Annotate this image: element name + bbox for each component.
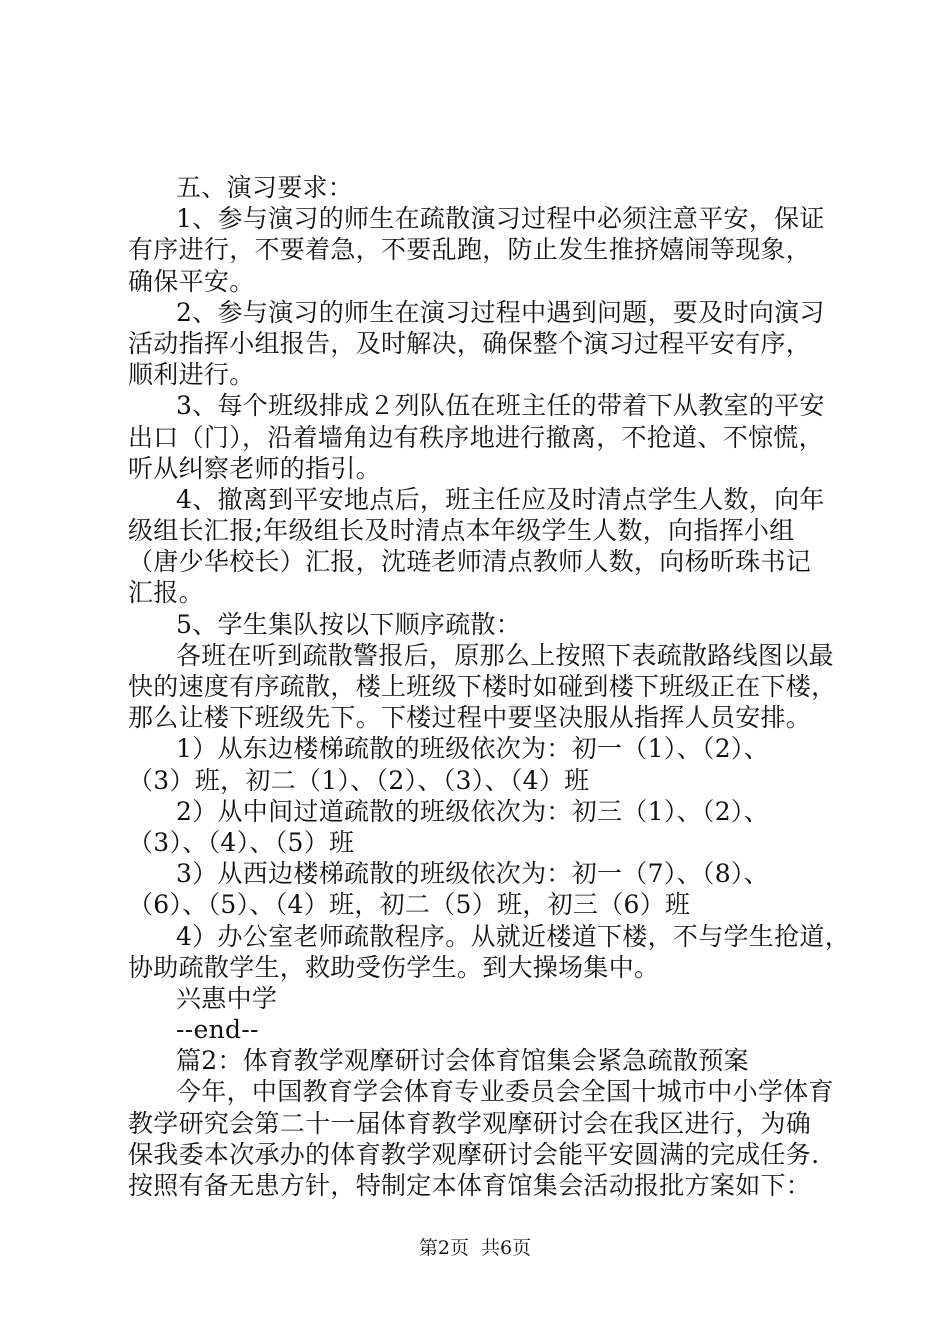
page-number: 第2页 xyxy=(418,1237,469,1259)
text-line: 保我委本次承办的体育教学观摩研讨会能平安圆满的完成任务. xyxy=(128,1139,820,1169)
text-line: 2）从中间过道疏散的班级依次为：初三（1）、（2）、 xyxy=(176,796,770,826)
text-line: 顺利进行。 xyxy=(128,360,255,390)
text-line: （唐少华校长）汇报，沈琏老师清点教师人数，向杨昕珠书记 xyxy=(128,547,812,577)
text-line: 出口（门），沿着墙角边有秩序地进行撤离，不抢道、不惊慌， xyxy=(128,422,824,452)
text-line: 3、每个班级排成２列队伍在班主任的带着下从教室的平安 xyxy=(176,391,825,421)
text-line: 五、演习要求： xyxy=(176,173,354,202)
text-line: 教学研究会第二十一届体育教学观摩研讨会在我区进行，为确 xyxy=(128,1108,812,1138)
text-line: 3）从西边楼梯疏散的班级依次为：初一（7）、（8）、 xyxy=(176,859,770,889)
text-line: 1、参与演习的师生在疏散演习过程中必须注意平安，保证 xyxy=(176,204,825,234)
text-line: --end-- xyxy=(176,1015,259,1045)
text-line: 各班在听到疏散警报后，原那么上按照下表疏散路线图以最 xyxy=(176,640,834,670)
text-line: 快的速度有序疏散，楼上班级下楼时如碰到楼下班级正在下楼， xyxy=(128,672,837,701)
text-line: 协助疏散学生，救助受伤学生。到大操场集中。 xyxy=(128,952,660,982)
text-line: 今年，中国教育学会体育专业委员会全国十城市中小学体育 xyxy=(176,1077,834,1107)
page-footer xyxy=(0,1236,950,1260)
document-body xyxy=(128,172,851,1201)
text-line: 篇2：体育教学观摩研讨会体育馆集会紧急疏散预案 xyxy=(176,1046,749,1076)
text-line: 按照有备无患方针，特制定本体育馆集会活动报批方案如下： xyxy=(128,1171,812,1200)
text-line: 听从纠察老师的指引。 xyxy=(128,453,382,483)
text-line: 级组长汇报;年级组长及时清点本年级学生人数，向指挥小组 xyxy=(128,516,795,546)
text-line: 5、学生集队按以下顺序疏散： xyxy=(176,609,522,639)
text-line: 2、参与演习的师生在演习过程中遇到问题，要及时向演习 xyxy=(176,297,825,327)
text-line: （6）、（5）、（4）班，初二（5）班，初三（6）班 xyxy=(128,890,691,920)
text-line: 有序进行，不要着急，不要乱跑，防止发生推挤嬉闹等现象， xyxy=(128,235,812,265)
text-line: （3）、（4）、（5）班 xyxy=(128,827,355,857)
text-line: （3）班，初二（1）、（2）、（3）、（4）班 xyxy=(128,765,590,795)
text-line: 活动指挥小组报告，及时解决，确保整个演习过程平安有序， xyxy=(128,328,812,358)
text-line: 那么让楼下班级先下。下楼过程中要坚决服从指挥人员安排。 xyxy=(128,703,812,733)
text-line: 4、撤离到平安地点后，班主任应及时清点学生人数，向年 xyxy=(176,484,825,514)
text-line: 汇报。 xyxy=(128,578,204,608)
text-line: 1）从东边楼梯疏散的班级依次为：初一（1）、（2）、 xyxy=(176,734,770,764)
page-total: 共6页 xyxy=(481,1237,532,1259)
text-line: 4）办公室老师疏散程序。从就近楼道下楼，不与学生抢道， xyxy=(176,921,851,951)
text-line: 兴惠中学 xyxy=(176,983,278,1013)
text-line: 确保平安。 xyxy=(128,266,255,296)
